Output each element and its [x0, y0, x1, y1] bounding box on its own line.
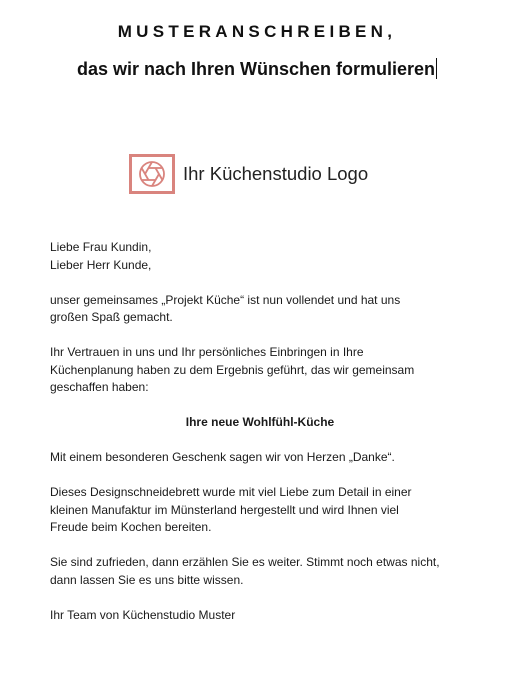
- paragraph-line: Küchenplanung haben zu dem Ergebnis geführt, das wir gemeinsam: [50, 362, 415, 377]
- paragraph-line: großen Spaß gemacht.: [50, 310, 173, 324]
- signature-line: Ihr Team von Küchenstudio Muster: [50, 607, 236, 622]
- highlight-line: Ihre neue Wohlfühl-Küche: [185, 415, 335, 429]
- salutation-line: Liebe Frau Kundin,: [50, 240, 152, 254]
- paragraph-line: kleinen Manufaktur im Münsterland hergestellt und wird Ihnen viel: [50, 502, 399, 517]
- logo-label: Ihr Küchenstudio Logo: [183, 163, 369, 184]
- paragraph-line: geschaffen haben:: [50, 380, 149, 394]
- letter-body[interactable]: [50, 239, 470, 624]
- salutation-line: Lieber Herr Kunde,: [50, 257, 152, 272]
- paragraph-line: Ihr Vertrauen in uns und Ihr persönliches Einbringen in Ihre: [50, 345, 364, 359]
- paragraph-line: Freude beim Kochen bereiten.: [50, 520, 212, 534]
- document-title: MUSTERANSCHREIBEN,: [117, 22, 397, 41]
- paragraph-line: unser gemeinsames „Projekt Küche“ ist nun vollendet und hat uns: [50, 292, 401, 307]
- camera-aperture-icon: [129, 154, 175, 194]
- paragraph-line: Mit einem besonderen Geschenk sagen wir von Herzen „Danke“.: [50, 450, 395, 464]
- text-cursor: [436, 58, 437, 79]
- paragraph-line: Sie sind zufrieden, dann erzählen Sie es weiter. Stimmt noch etwas nicht,: [50, 555, 440, 569]
- document-subtitle[interactable]: [0, 58, 514, 80]
- paragraph-line: Dieses Designschneidebrett wurde mit viel Liebe zum Detail in einer: [50, 485, 412, 499]
- document-subtitle-text: das wir nach Ihren Wünschen formulieren: [76, 59, 436, 79]
- paragraph-line: dann lassen Sie es uns bitte wissen.: [50, 572, 244, 587]
- logo-placeholder: [129, 154, 368, 194]
